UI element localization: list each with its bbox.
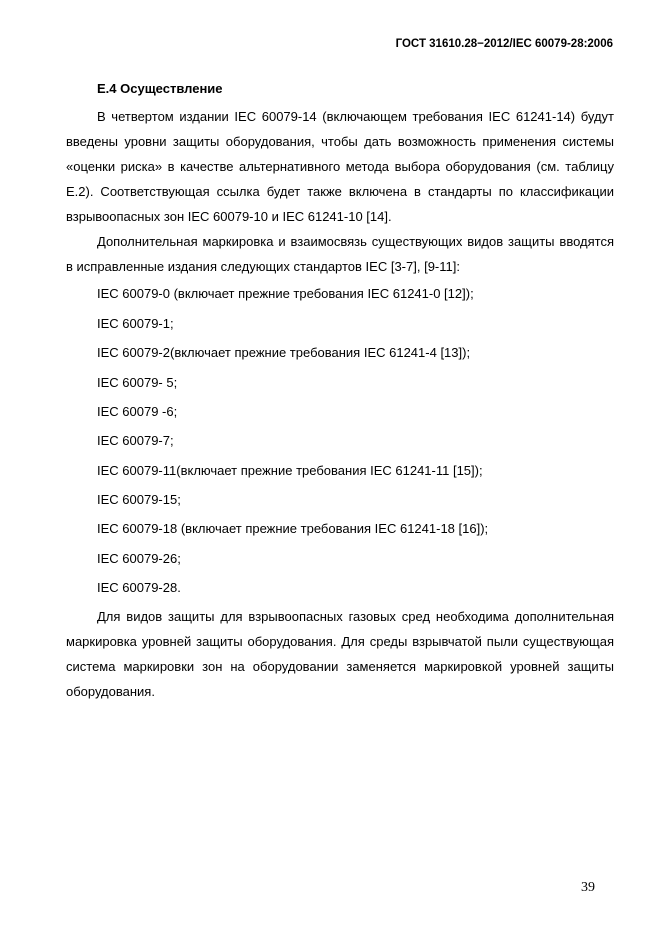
list-item: IEC 60079-26; bbox=[97, 551, 181, 566]
section-title: Е.4 Осуществление bbox=[97, 81, 223, 96]
paragraph-dust-marking: Для видов защиты для взрывоопасных газовых сред необходима дополнительная маркировка уровней защиты оборудования. Для среды взрывчатой пыли существующая система маркировки зон на оборудовании заменяется маркировкой уровней защиты оборудования. bbox=[66, 609, 614, 699]
list-item: IEC 60079-0 (включает прежние требования IEC 61241-0 [12]); bbox=[97, 286, 474, 301]
document-header: ГОСТ 31610.28−2012/IEC 60079-28:2006 bbox=[395, 38, 613, 50]
list-item: IEC 60079-18 (включает прежние требования IEC 61241-18 [16]); bbox=[97, 521, 489, 536]
paragraph-implementation: В четвертом издании IEC 60079-14 (включающем требования IEC 61241-14) будут введены уровни защиты оборудования, чтобы дать возможность применения системы «оценки риска» в качестве альтернативного метода выбора оборудования (см. таблицу Е.2). Соответствующая ссылка будет также включена в стандарты по классификации взрывоопасных зон IEC 60079-10 и IEC 61241-10 [14]. bbox=[66, 109, 614, 224]
list-item: IEC 60079-15; bbox=[97, 492, 181, 507]
list-item: IEC 60079 -6; bbox=[97, 404, 178, 419]
list-item: IEC 60079-2(включает прежние требования IEC 61241-4 [13]); bbox=[97, 345, 471, 360]
list-item: IEC 60079-1; bbox=[97, 316, 174, 331]
paragraph-additional-marking: Дополнительная маркировка и взаимосвязь существующих видов защиты вводятся в исправленные издания следующих стандартов IEC [3-7], [9-11]: bbox=[66, 234, 614, 274]
page-number: 39 bbox=[581, 880, 595, 895]
list-item: IEC 60079-28. bbox=[97, 580, 181, 595]
list-item: IEC 60079-7; bbox=[97, 433, 174, 448]
list-item: IEC 60079- 5; bbox=[97, 375, 178, 390]
list-item: IEC 60079-11(включает прежние требования IEC 61241-11 [15]); bbox=[97, 463, 483, 478]
